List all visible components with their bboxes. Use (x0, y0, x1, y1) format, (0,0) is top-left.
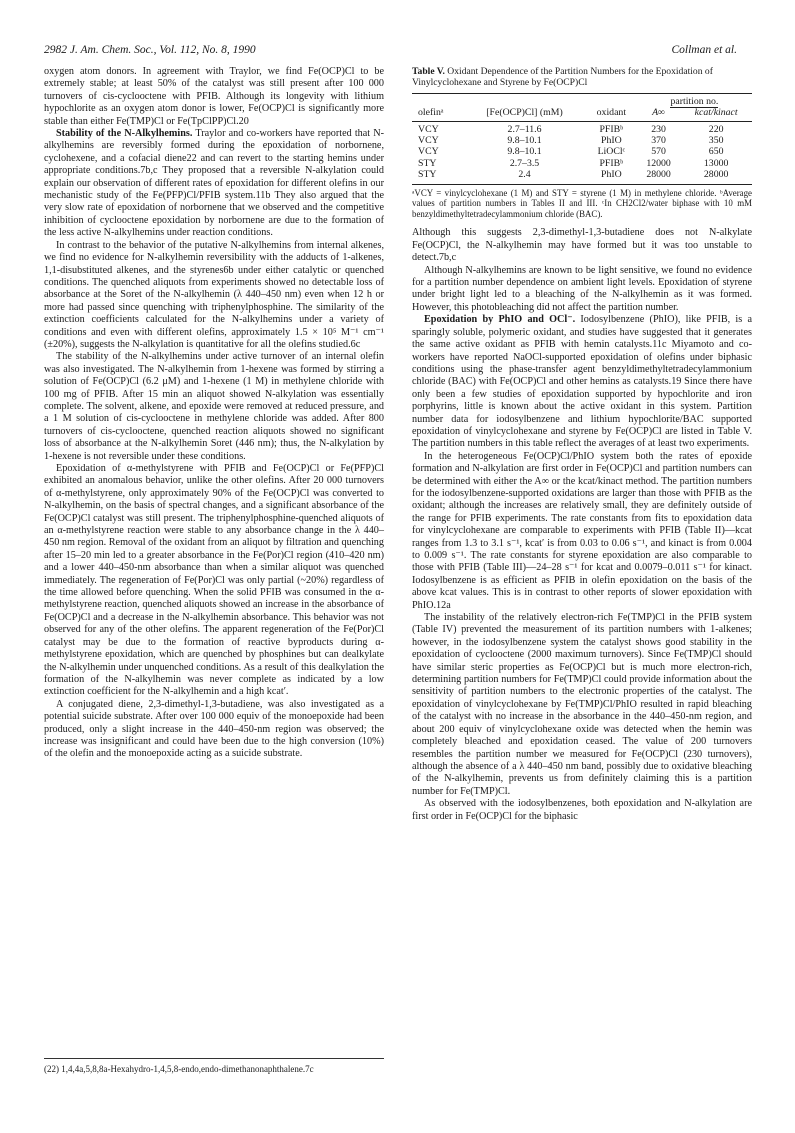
column-header: A∞ (637, 107, 680, 121)
table-row (412, 146, 752, 157)
table-cell: 2.4 (463, 169, 586, 184)
table-cell: 370 (651, 135, 666, 147)
table-cell: VCY (418, 123, 439, 135)
table-cell: PhIO (586, 169, 637, 184)
table-cell: STY (412, 169, 463, 184)
footnote: (22) 1,4,4a,5,8,8a-Hexahydro-1,4,5,8-endo,endo-dimethanonaphthalene.7c (44, 1058, 384, 1075)
column-header: kcat/kinact (680, 107, 752, 121)
paragraph: As observed with the iodosylbenzenes, both epoxidation and N-alkylation are first order in Fe(OCP)Cl for the biphasic (412, 798, 752, 822)
table-cell: 28000 (680, 169, 752, 184)
running-head (44, 44, 737, 60)
table-cell: 28000 (637, 169, 680, 184)
table-cell: 2.7–11.6 (507, 123, 542, 135)
paragraph: The instability of the relatively electron-rich Fe(TMP)Cl in the PFIB system (Table IV) prevented the measurement of its partition numbers with 1-alkenes; however, in the iodosylbenzene system the catalyst shows good stability in the epoxidation of cyclooctene (2000 maximum turnovers). Since Fe(TMP)Cl should have similar steric properties as Fe(OCP)Cl but is much more electron-rich, determining partition numbers for Fe(TMP)Cl could provide information about the sensitivity of partition numbers to the electronic properties of the catalyst. The epoxidation of vinylcyclohexane by Fe(TMP)Cl/PhIO resulted in rapid bleaching of the catalyst with no increase in the absorbance in the 440–450-nm region, and about 200 equiv of vinylcyclohexane oxide was detected when the hemin was completely bleached and epoxidation ceased. The value of 200 turnovers resembles the partition number we measured for Fe(OCP)Cl (230 turnovers), although the absence of a λ 440–450 nm band, possibly due to oxidative bleaching of the N-alkylhemin, prevents us from definitely claiming this is a partition number for Fe(TMP)Cl. (412, 612, 752, 797)
table-cell: 570 (651, 146, 666, 158)
paragraph: Epoxidation of α-methylstyrene with PFIB and Fe(OCP)Cl or Fe(PFP)Cl exhibited an anomalous behavior, unlike the other olefins. After 20 000 turnovers of α-methylstyrene, only approximately 90% of the Fe(OCP)Cl was converted to N-alkylhemin, on the basis of spectral changes, and a significant absorbance of the Fe(OCP)Cl catalyst was still present. The triphenylphosphine-quenched aliquots of an α-methylstyrene reaction were stable to any absorbance change in the λ 440–450 nm region. Removal of the oxidant from an aliquot by filtration and quenching after 15–20 min led to a greater absorbance in the Fe(Por)Cl region (410–420 nm) and a lower 440–450-nm absorbance than when a similar aliquot was quenched immediately. The regeneration of Fe(Por)Cl was only partial (~20%) regardless of the time allowed before quenching. When the solid PFIB was consumed in the α-methylstyrene reaction, quenched aliquots showed an increase in the absorbance of Fe(OCP)Cl and a decrease in the N-alkylhemin absorbance. This behavior was not observed for any of the other olefins. The apparent regeneration of the Fe(Por)Cl catalyst may be due to the formation of reactive byproducts during α-methylstyrene epoxidation, which are quenched by phosphines but can dealkylate the N-alkylhemin under unquenched conditions. As a result of this dealkylation the formation of the N-alkylhemin was never complete as indicated by a low extinction coefficient for the N-alkylhemin and a high kcat′. (44, 463, 384, 698)
table-caption (412, 66, 752, 89)
right-column (412, 66, 752, 823)
table-cell: 9.8–10.1 (507, 146, 542, 158)
table-cell: STY (418, 157, 437, 169)
table-title: Oxidant Dependence of the Partition Numbers for the Epoxidation of Vinylcyclohexane and Styrene by Fe(OCP)Cl (412, 66, 713, 89)
section-heading: Stability of the N-Alkylhemins. (56, 128, 193, 140)
table-cell: PFIBᵇ (599, 123, 624, 135)
table-row (412, 121, 752, 135)
data-table (412, 93, 752, 185)
table-cell: 220 (708, 123, 724, 135)
paragraph-text: Iodosylbenzene (PhIO), like PFIB, is a sparingly soluble, polymeric oxidant, and studies have suggested that it generates the same active oxidant as PFIB with hemin catalysts.11c Miyamoto and co-workers have reported NaOCl-supported epoxidation of olefins under biphasic conditions using the phase-transfer agent benzyldimethyltetradecylammonium chloride (BAC) with Fe(OCP)Cl and other hemins as catalysts.19 Since there have only been a few studies of epoxidation supported by hypochlorite and iron porphyrins, little is known about the active oxidant in this system. Partition number data for iodosylbenzene and lithium hypochlorite/BAC supported epoxidation of vinylcyclohexane and styrene by Fe(OCP)Cl are listed in Table V. The partition numbers in this table reflect the averages of at least two experiments. (412, 314, 752, 450)
table-cell: LiOClᶜ (597, 146, 626, 158)
table-cell: 650 (708, 146, 724, 158)
paragraph: Although N-alkylhemins are known to be light sensitive, we found no evidence for a partition number dependence on ambient light levels. Epoxidation of styrene under bright light led to a bleaching of the N-alkylhemin as it was formed. However, this photobleaching did not affect the partition number. (412, 264, 752, 313)
column-header: olefinᵃ (412, 107, 463, 121)
table-cell: VCY (418, 135, 439, 147)
table-row (412, 169, 752, 184)
table-cell: 350 (708, 135, 724, 147)
paragraph: A conjugated diene, 2,3-dimethyl-1,3-butadiene, was also investigated as a potential suicide substrate. After over 100 000 equiv of the monoepoxide had been produced, only a slight increase in the 440–450-nm region was observed; the increase was insignificant and could have been due to the high conversion (10%) of the olefin and the monoepoxide acting as a suicide substrate. (44, 698, 384, 760)
table-cell: 2.7–3.5 (509, 157, 540, 169)
author-header: Collman et al. (671, 44, 737, 56)
column-group-header: partition no. (670, 95, 719, 107)
table-label: Table V. (412, 66, 445, 77)
column-header: oxidant (586, 107, 637, 121)
table-cell: 9.8–10.1 (507, 135, 542, 147)
table-footnotes: ᵃVCY = vinylcyclohexane (1 M) and STY = styrene (1 M) in methylene chloride. ᵇAverage values of partition numbers in Tables II and III. ᶜIn CH2Cl2/water biphase with 10 mM benzyldimethyltetradecylammonium chloride (BAC). (412, 187, 752, 219)
table-row (412, 135, 752, 146)
table-row (412, 158, 752, 169)
paragraph: In the heterogeneous Fe(OCP)Cl/PhIO system both the rates of epoxide formation and N-alkylation are first order in Fe(OCP)Cl and partition numbers can be determined with either the A∞ or the kcat/kinact method. The partition numbers for the iodosylbenzene-supported oxidations are larger than those with PFIB as the oxidant; although the increases are relatively small, they are definitely outside of the range for PFIB experiments. The rate constants from fits to epoxidation data for vinylcyclohexane are comparable to experiments with PFIB (Table II)—kcat ranges from 1.3 to 3.1 s⁻¹, kcat′ is from 0.03 to 0.06 s⁻¹, and kinact is from 0.004 to 0.009 s⁻¹. The rate constants for styrene epoxidation are also comparable to those with PFIB (Table III)—24–28 s⁻¹ for kcat and 0.0079–0.011 s⁻¹ for kinact. Iodosylbenzene is as efficient as PFIB in olefin epoxidation on the basis of the above kcat values. This is in contrast to other reports of slower epoxidation with PhIO.12a (412, 450, 752, 611)
table-cell: PFIBᵇ (599, 157, 624, 169)
paragraph: Although this suggests 2,3-dimethyl-1,3-butadiene does not N-alkylate Fe(OCP)Cl, the N-alkylhemin may have formed but it was too unstable to detect.7b,c (412, 227, 752, 264)
journal-citation: 2982 J. Am. Chem. Soc., Vol. 112, No. 8, 1990 (44, 44, 256, 56)
paragraph-with-heading (412, 314, 752, 450)
paragraph-text: Traylor and co-workers have reported that N-alkylhemins are reversibly formed during the epoxidation of norbornene, cyclohexene, and a cofacial diene22 and can revert to the starting hemins under appropriate conditions.7b,c They proposed that a reversible N-alkylation could explain our observation of different rates of epoxidation for different olefins in our mechanistic study of the Fe(PFP)Cl/PFIB system.11b They also argued that the very slow rate of epoxidation of norbornene that we observed and the competitive inhibition of cyclooctene epoxidation by norbornene are due to the formation of the less active N-alkylhemins under reaction conditions. (44, 128, 384, 239)
paragraph: oxygen atom donors. In agreement with Traylor, we find Fe(OCP)Cl to be extremely stable; at least 50% of the catalyst was still present after 100 000 turnovers of cis-cyclooctene with PFIB. Although its longevity with lithium hypochlorite as an oxygen atom donor is lower, Fe(OCP)Cl is significantly more stable than either Fe(TMP)Cl or Fe(TpClPP)Cl.20 (44, 66, 384, 127)
table-cell: 12000 (646, 157, 671, 169)
paragraph: In contrast to the behavior of the putative N-alkylhemins from internal alkenes, we find no evidence for N-alkylhemin reversibility with the adducts of 1-alkenes, 1,1-disubstituted alkenes, and the styrenes6b under either catalytic or quenched conditions. The quenched aliquots from experiments showed no detectable loss of absorbance at the Soret of the N-alkylhemin (λ 440–450 nm) even when 12 h or more had passed since quenching with triphenylphosphine. The similarity of the extinction coefficients calculated for the N-alkylhemins under a variety of conditions and even with different olefins, approximately 1.5 × 10⁵ M⁻¹ cm⁻¹ (±20%), suggests the N-alkylation is quantitative for all the olefins studied.6c (44, 239, 384, 350)
table-cell: VCY (418, 146, 439, 158)
paragraph: The stability of the N-alkylhemins under active turnover of an internal olefin was also investigated. The N-alkylhemin from 1-hexene was formed by stirring a solution of Fe(OCP)Cl (6.2 μM) and 1-hexene (1 M) in methylene chloride with 100 mg of PFIB. After 15 min an aliquot showed N-alkylation was essentially complete. The solvent, alkene, and epoxide were removed at reduced pressure, and a 1 M solution of cis-cyclooctene in methylene chloride was added. After 800 turnovers of cis-cyclooctene, quenched reaction aliquots showed no significant loss of absorbance at the N-alkylhemin Soret (446 nm); thus, the N-alkylation by 1-hexene is not reversible under these conditions. (44, 351, 384, 462)
table-cell: 230 (651, 123, 666, 135)
section-heading: Epoxidation by PhIO and OCl⁻. (424, 314, 576, 326)
table-cell: PhIO (601, 135, 622, 147)
paragraph-with-heading (44, 128, 384, 240)
table-cell: 13000 (703, 157, 729, 169)
left-column (44, 66, 384, 761)
column-header: [Fe(OCP)Cl] (mM) (463, 107, 586, 121)
